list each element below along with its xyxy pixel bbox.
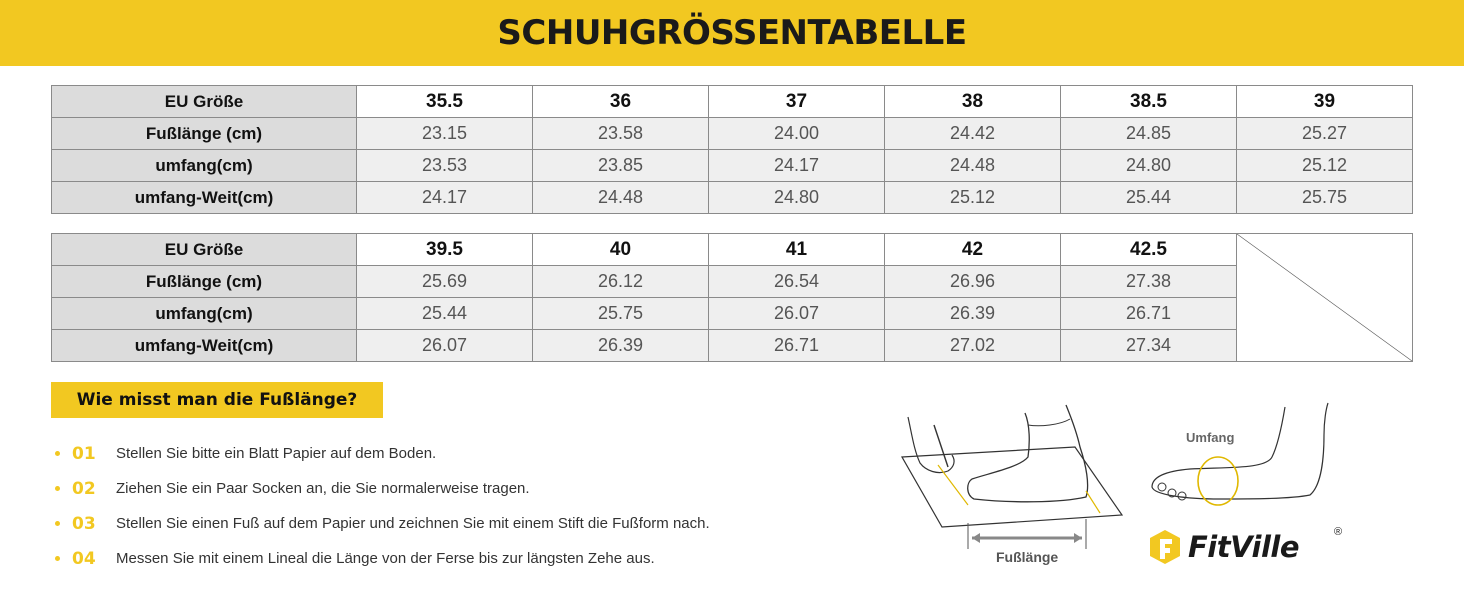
step-number: 02	[72, 478, 96, 499]
brand-logo	[1148, 525, 1348, 569]
table-row	[52, 330, 1413, 362]
size-cell: 39.5	[357, 234, 533, 266]
value-cell: 24.00	[709, 118, 885, 150]
bullet-icon	[55, 556, 60, 561]
step-number: 04	[72, 548, 96, 569]
value-cell: 25.12	[1237, 150, 1413, 182]
list-item	[51, 471, 811, 506]
row-header: umfang-Weit(cm)	[52, 330, 357, 362]
value-cell: 25.75	[1237, 182, 1413, 214]
list-item	[51, 506, 811, 541]
value-cell: 26.07	[357, 330, 533, 362]
size-cell: 36	[533, 86, 709, 118]
value-cell: 25.44	[1061, 182, 1237, 214]
row-header: Fußlänge (cm)	[52, 118, 357, 150]
value-cell: 25.27	[1237, 118, 1413, 150]
steps-list	[51, 436, 811, 576]
value-cell: 27.02	[885, 330, 1061, 362]
value-cell: 26.71	[1061, 298, 1237, 330]
step-number: 01	[72, 443, 96, 464]
empty-diagonal-cell	[1237, 234, 1413, 362]
diagonal-line	[1237, 234, 1412, 361]
brand-name: FitVille	[1188, 530, 1300, 564]
bullet-icon	[55, 521, 60, 526]
size-cell: 37	[709, 86, 885, 118]
list-item	[51, 541, 811, 576]
how-to-title: Wie misst man die Fußlänge?	[51, 382, 383, 418]
value-cell: 25.44	[357, 298, 533, 330]
registered-mark: ®	[1334, 526, 1343, 538]
size-cell: 38	[885, 86, 1061, 118]
value-cell: 26.96	[885, 266, 1061, 298]
value-cell: 26.07	[709, 298, 885, 330]
value-cell: 26.39	[885, 298, 1061, 330]
table-row	[52, 266, 1413, 298]
title-banner	[0, 0, 1464, 66]
value-cell: 24.42	[885, 118, 1061, 150]
row-header: EU Größe	[52, 234, 357, 266]
step-number: 03	[72, 513, 96, 534]
step-text: Messen Sie mit einem Lineal die Länge von der Ferse bis zur längsten Zehe aus.	[116, 550, 655, 567]
value-cell: 26.71	[709, 330, 885, 362]
value-cell: 23.53	[357, 150, 533, 182]
value-cell: 25.75	[533, 298, 709, 330]
value-cell: 23.85	[533, 150, 709, 182]
table-row	[52, 182, 1413, 214]
row-header: umfang-Weit(cm)	[52, 182, 357, 214]
value-cell: 24.48	[885, 150, 1061, 182]
value-cell: 25.69	[357, 266, 533, 298]
value-cell: 26.39	[533, 330, 709, 362]
row-header: Fußlänge (cm)	[52, 266, 357, 298]
value-cell: 27.38	[1061, 266, 1237, 298]
value-cell: 23.58	[533, 118, 709, 150]
value-cell: 23.15	[357, 118, 533, 150]
size-cell: 40	[533, 234, 709, 266]
row-header: umfang(cm)	[52, 298, 357, 330]
table-row	[52, 118, 1413, 150]
value-cell: 24.85	[1061, 118, 1237, 150]
table-row	[52, 86, 1413, 118]
size-cell: 38.5	[1061, 86, 1237, 118]
size-table-2	[51, 233, 1413, 362]
value-cell: 24.80	[1061, 150, 1237, 182]
step-text: Stellen Sie einen Fuß auf dem Papier und zeichnen Sie mit einem Stift die Fußform nach.	[116, 515, 710, 532]
row-header: umfang(cm)	[52, 150, 357, 182]
value-cell: 26.12	[533, 266, 709, 298]
value-cell: 27.34	[1061, 330, 1237, 362]
size-cell: 39	[1237, 86, 1413, 118]
value-cell: 24.17	[709, 150, 885, 182]
size-table-1	[51, 85, 1413, 214]
value-cell: 24.48	[533, 182, 709, 214]
value-cell: 24.17	[357, 182, 533, 214]
value-cell: 25.12	[885, 182, 1061, 214]
foot-length-label: Fußlänge	[996, 549, 1059, 565]
fitville-logo-icon	[1148, 529, 1182, 565]
bullet-icon	[55, 486, 60, 491]
table-row	[52, 234, 1413, 266]
list-item	[51, 436, 811, 471]
step-text: Stellen Sie bitte ein Blatt Papier auf dem Boden.	[116, 445, 437, 462]
size-cell: 35.5	[357, 86, 533, 118]
table-row	[52, 150, 1413, 182]
page-title: SCHUHGRÖSSENTABELLE	[497, 13, 967, 53]
step-text: Ziehen Sie ein Paar Socken an, die Sie normalerweise tragen.	[116, 480, 530, 497]
size-cell: 41	[709, 234, 885, 266]
row-header: EU Größe	[52, 86, 357, 118]
size-cell: 42	[885, 234, 1061, 266]
value-cell: 24.80	[709, 182, 885, 214]
size-cell: 42.5	[1061, 234, 1237, 266]
value-cell: 26.54	[709, 266, 885, 298]
umfang-label: Umfang	[1186, 430, 1235, 445]
bullet-icon	[55, 451, 60, 456]
table-row	[52, 298, 1413, 330]
